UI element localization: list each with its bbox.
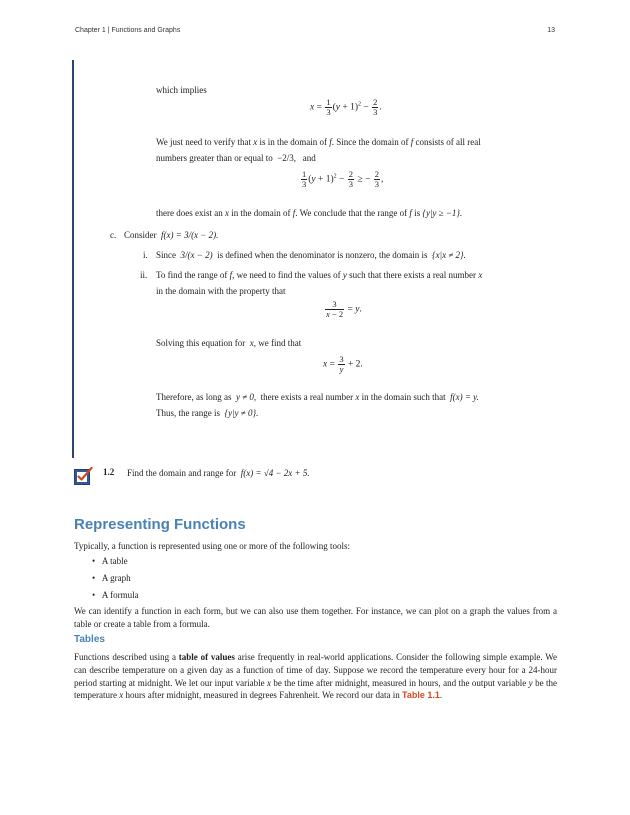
conclusion-text: there does exist an x in the domain of f. We conclude that the range of f is {y|y ≥ −1}. [156, 208, 463, 218]
equation-x-inverse: x = $\frac{3}{y}$ + 2. [323, 354, 363, 374]
exercise-text: Find the domain and range for f(x) = √4 − 2x + 5. [127, 468, 310, 478]
part-i-label: i. [143, 250, 148, 260]
part-ii-text: To find the range of f, we need to find the values of y such that there exists a real number x [156, 270, 483, 280]
part-ii-line2: in the domain with the property that [156, 286, 286, 296]
therefore-text: Therefore, as long as y ≠ 0, there exists a real number x in the domain such that f(x) = y. [156, 392, 479, 402]
example-sidebar-rule [72, 60, 74, 458]
part-ii-label: ii. [140, 270, 148, 280]
equation-x-solved: x = $\frac{1}{3}$ $(y + 1)^2$ − $\frac{2}{3}$ . [310, 97, 382, 117]
subsection-title: Tables [74, 634, 105, 645]
part-c-label: c. [110, 230, 117, 240]
table-1-1-link[interactable]: Table 1.1 [402, 690, 440, 701]
part-i-text: Since 3/(x − 2) is defined when the denominator is nonzero, the domain is {x|x ≠ 2}. [156, 250, 466, 260]
exercise-number: 1.2 [103, 467, 115, 477]
bullet-formula: • A formula [92, 590, 139, 600]
numbers-text: numbers greater than or equal to −2/3, and [156, 153, 316, 163]
section-paragraph-1: We can identify a function in each form, but we can also use them together. For instance, we can plot on a graph the values from a table or create a table from a formula. [74, 606, 557, 629]
verify-text: We just need to verify that x is in the domain of f. Since the domain of f consists of all real [156, 137, 481, 147]
solving-text: Solving this equation for x, we find that [156, 338, 302, 348]
equation-three-over: $\frac{3}{x - 2}$ = y. [326, 299, 362, 319]
part-c-text: Consider f(x) = 3/(x − 2). [124, 230, 219, 240]
thus-text: Thus, the range is {y|y ≠ 0}. [156, 408, 259, 418]
bullet-table: • A table [92, 556, 128, 566]
section-title: Representing Functions [74, 516, 246, 533]
page-number: 13 [547, 27, 555, 34]
inequality-equation: $\frac{1}{3}$ $(y + 1)^2$ − $\frac{2}{3}$ ≥ − $\frac{2}{3}$ , [302, 169, 384, 189]
section-paragraph-2: Functions described using a table of values arise frequently in real-world applications. Consider the following simple example. We can describe temperature on a given day as a function of time of day. Suppose we record the temperature every hour for a 24-hour period starting at midnight. We let our input variable x be the time after midnight, measured in hours, and the output variable y be the temperature x hours after midnight, measured in degrees Fahrenheit. We record our data in Table 1.1. [74, 652, 558, 701]
running-header: Chapter 1 | Functions and Graphs [75, 27, 181, 34]
checkpoint-checkbox-icon [74, 466, 93, 485]
section-intro: Typically, a function is represented using one or more of the following tools: [74, 541, 350, 551]
bullet-graph: • A graph [92, 573, 131, 583]
which-implies-text: which implies [156, 85, 207, 95]
